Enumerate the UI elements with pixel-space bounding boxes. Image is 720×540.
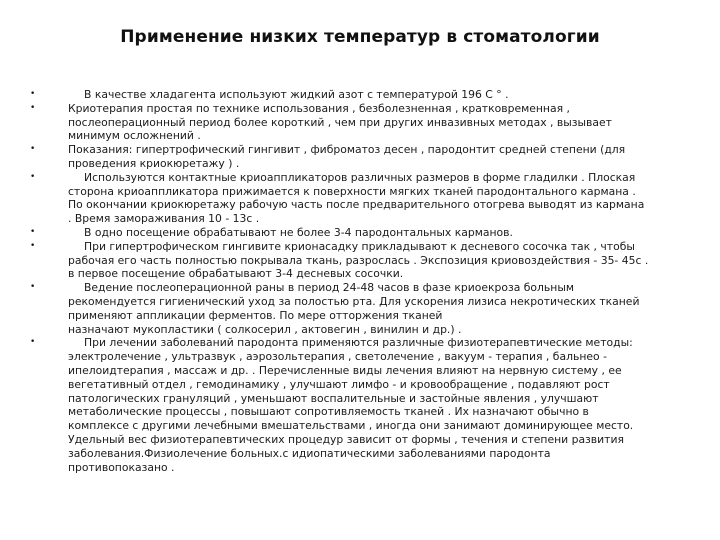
text-line: противопоказано . [68,460,175,474]
text-line: в первое посещение обрабатывают 3-4 десневых сосочки. [68,267,404,281]
text-line: При лечении заболеваний пародонта применяются различные физиотерапевтические методы: [84,336,633,350]
item-text [68,226,690,240]
text-line: комплексе с другими лечебными вмешательствами , иногда они занимают доминирующее место. [68,419,634,433]
text-line: В качестве хладагента используют жидкий азот с температурой 196 С ° . [84,88,509,101]
bullet-icon: • [30,240,36,251]
text-line: Удельный вес физиотерапевтических процедур зависит от формы , течения и степени развития [68,432,624,446]
list-item [30,143,690,171]
text-line: ипелоидтерапия , массаж и др. . Перечисленные виды лечения влияют на нервную систему , ее [68,363,622,377]
item-text [68,281,690,336]
bullet-icon: • [30,89,36,99]
text-line: рекомендуется гигиенический уход за полостью рта. Для ускорения лизиса некротических тканей [68,294,640,308]
item-text [68,88,690,102]
bullet-icon: • [30,102,36,113]
text-line: Криотерапия простая по технике использования , безболезненная , кратковременная , [68,101,570,115]
list-item [30,88,690,102]
slide-title: Применение низких температур в стоматологии [120,27,600,47]
text-line: минимум осложнений . [68,129,201,143]
bullet-icon: • [30,226,36,237]
item-text [68,240,690,281]
list-item [30,336,690,474]
text-line: заболевания.Физиолечение больных.с идиопатическими заболеваниями пародонта [68,446,551,460]
text-line: электролечение , ультразвук , аэрозольтерапия , светолечение , вакуум - терапия , бальнео - [68,350,607,364]
list-item [30,226,690,240]
text-line: патологических грануляций , уменьшают воспалительные и застойные явления , улучшают [68,391,599,405]
item-text [68,171,690,226]
bullet-icon: • [30,144,36,155]
list-item [30,102,690,143]
item-text [68,102,690,143]
item-text [68,143,690,171]
text-line: вегетативный отдел , гемодинамику , улучшают лимфо - и кровообращение , подавляют рост [68,377,610,391]
text-line: рабочая его часть полностью покрывала ткань, разрослась . Экспозиция криовоздействия - 35- 45с . [68,253,649,267]
text-line: проведения криокюретажу ) . [68,156,240,170]
list-item [30,171,690,226]
list-item [30,281,690,336]
text-line: . Время замораживания 10 - 13с . [68,212,260,226]
text-line: метаболические процессы , повышают сопротивляемость тканей . Их назначают обычно в [68,405,589,419]
bullet-list [30,88,690,474]
text-line: сторона криоаппликатора прижимается к поверхности мягких тканей пародонтального кармана . [68,184,636,198]
text-line: применяют аппликации ферментов. По мере отторжения тканей [68,308,443,322]
text-line: Ведение послеоперационной раны в период 24-48 часов в фазе криоекроза больным [84,281,574,295]
bullet-icon: • [30,282,36,293]
list-item [30,240,690,281]
text-line: Используются контактные криоаппликаторов различных размеров в форме гладилки . Плоская [84,170,636,184]
text-line: В одно посещение обрабатывают не более 3-4 пародонтальных карманов. [84,225,513,239]
bullet-icon: • [30,171,36,182]
text-line: Показания: гипертрофический гингивит , фиброматоз десен , пародонтит средней степени (для [68,143,626,157]
bullet-icon: • [30,337,36,348]
text-line: По окончании криокюретажу рабочую часть после предварительного отогрева выводят из кармана [68,198,645,212]
text-line: При гипертрофическом гингивите крионасадку прикладывают к десневого сосочка так , чтобы [84,239,635,253]
text-line: назначают мукопластики ( солкосерил , актовегин , винилин и др.) . [68,322,462,336]
text-line: послеоперационный период более короткий , чем при других инвазивных методах , вызывает [68,115,612,129]
item-text [68,336,690,474]
